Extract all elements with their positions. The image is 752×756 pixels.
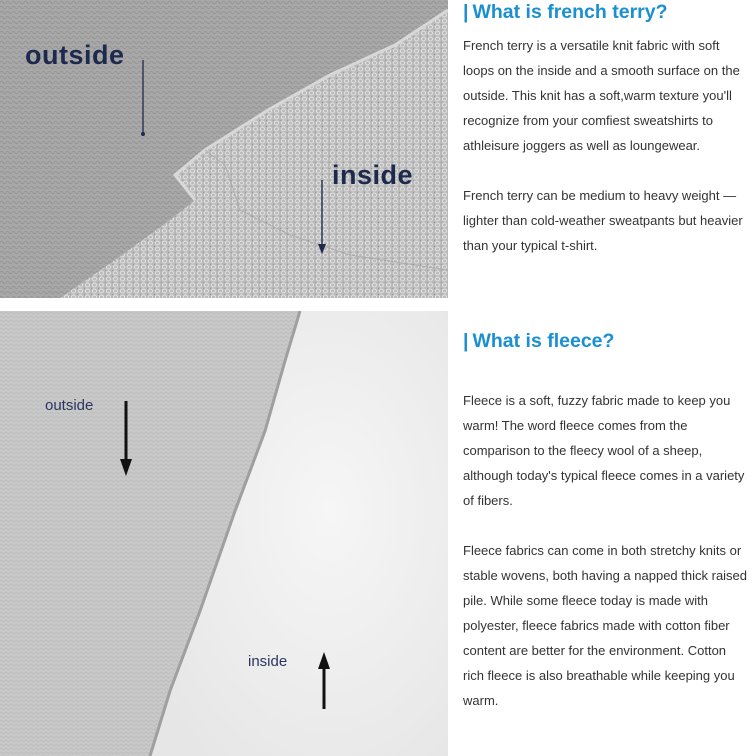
outside-label: outside [25,40,125,70]
french-terry-photo [0,0,448,298]
heading-bar: | [463,330,469,352]
fleece-fabric-graphic [0,311,448,756]
french-terry-description: French terry is a versatile knit fabric with soft loops on the inside and a smooth surface on the outside. This knit has a soft,warm texture you'll recognize from your comfiest sweatshirts to athleisure joggers as well as loungewear. [463,38,740,153]
outside-label: outside [45,397,94,414]
french-terry-title: What is french terry? [472,1,668,23]
inside-label: inside [332,160,414,190]
french-terry-weight-note: French terry can be medium to heavy weight —lighter than cold-weather sweatpants but heavier than your typical t-shirt. [463,188,743,253]
inside-label: inside [248,653,288,670]
fleece-heading [463,329,614,353]
heading-bar: | [463,1,469,23]
fleece-description: Fleece is a soft, fuzzy fabric made to keep you warm! The word fleece comes from the comparison to the fleecy wool of a sheep, although today's typical fleece comes in a variety of fibers. [463,393,745,508]
fleece-photo [0,311,448,756]
french-terry-heading [463,0,668,24]
fleece-types-note: Fleece fabrics can come in both stretchy knits or stable wovens, both having a napped thick raised pile. While some fleece today is made with polyester, fleece fabrics made with cotton fiber content are better for the environment. Cotton rich fleece is also breathable while keeping you warm. [463,543,748,708]
fleece-title: What is fleece? [472,330,615,352]
